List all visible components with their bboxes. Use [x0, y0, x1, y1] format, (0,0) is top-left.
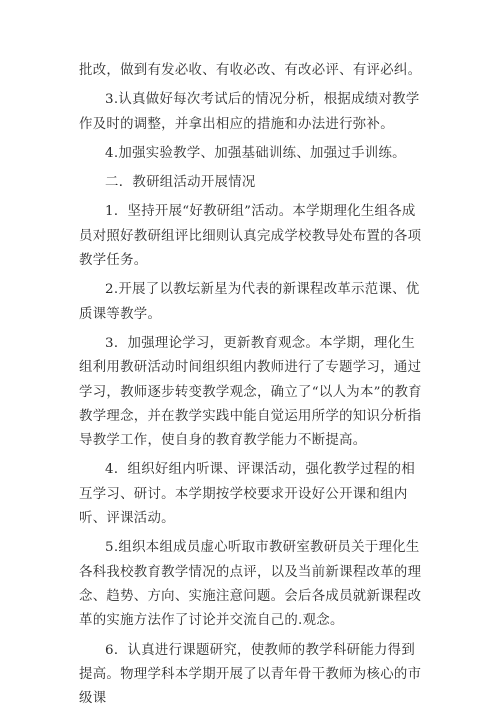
document-body — [79, 59, 424, 716]
paragraph-lesson-observation: 4．组织好组内听课、评课活动，强化教学过程的相互学习、研讨。本学期按学校要求开设好公开课和组内听、评课活动。 — [79, 462, 416, 527]
paragraph-theory-study: 3．加强理论学习，更新教育观念。本学期，理化生组利用教研活动时间组织组内教师进行了专题学习，通过学习，教师逐步转变教学观念，确立了“以人为本”的教育教学理念，并在教学实践中能自觉运用所学的知识分析指导教学工作，使自身的教育教学能力不断提高。 — [79, 335, 422, 449]
paragraph-grading-continuation: 批改，做到有发必收、有收必改、有改必评、有评必纠。 — [79, 63, 422, 78]
paragraph-research-projects: 6．认真进行课题研究，使教师的教学科研能力得到提高。物理学科本学期开展了以青年骨干教师为核心的市级课 — [79, 642, 422, 707]
paragraph-experiment-teaching: 4.加强实验教学、加强基础训练、加强过手训练。 — [105, 145, 406, 161]
paragraph-demo-lessons: 2.开展了以教坛新星为代表的新课程改革示范课、优质课等教学。 — [79, 282, 420, 322]
section-heading-research-group: 二．教研组活动开展情况 — [105, 175, 256, 191]
paragraph-good-group-activity: 1．坚持开展“好教研组”活动。本学期理化生组各成员对照好教研组评比细则认真完成学校教导处布置的各项教学任务。 — [79, 204, 422, 269]
paragraph-feedback-session: 5.组织本组成员虚心听取市教研室教研员关于理化生各科我校教育教学情况的点评，以及当前新课程改革的理念、趋势、方向、实施注意问题。会后各成员就新课程改革的实施方法作了讨论并交流自己的.观念。 — [79, 540, 422, 629]
paragraph-exam-analysis: 3.认真做好每次考试后的情况分析，根据成绩对教学作及时的调整，并拿出相应的措施和办法进行弥补。 — [79, 92, 420, 132]
